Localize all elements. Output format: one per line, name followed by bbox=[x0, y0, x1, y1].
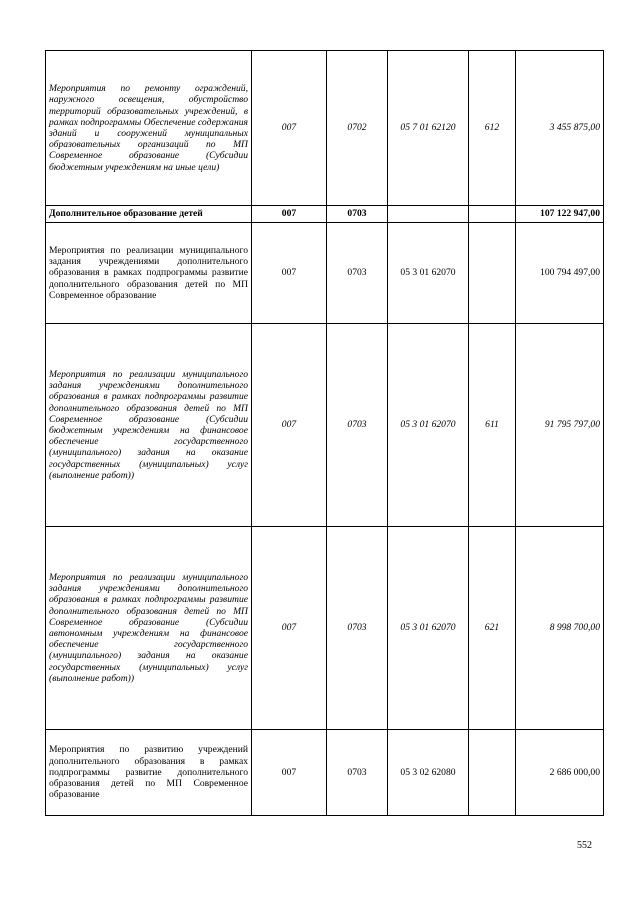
page-number: 552 bbox=[577, 840, 592, 851]
table-row bbox=[46, 527, 604, 730]
ministry-code: 007 bbox=[252, 324, 327, 527]
section-code: 0703 bbox=[327, 206, 388, 223]
expense-type-code bbox=[469, 730, 516, 816]
amount-cell: 107 122 947,00 bbox=[516, 206, 604, 223]
section-code: 0703 bbox=[327, 223, 388, 324]
expense-type-code bbox=[469, 206, 516, 223]
amount-cell: 3 455 875,00 bbox=[516, 51, 604, 206]
target-code: 05 3 01 62070 bbox=[388, 223, 469, 324]
ministry-code: 007 bbox=[252, 730, 327, 816]
section-code: 0702 bbox=[327, 51, 388, 206]
target-code: 05 3 01 62070 bbox=[388, 527, 469, 730]
table-row bbox=[46, 223, 604, 324]
ministry-code: 007 bbox=[252, 223, 327, 324]
row-description: Мероприятия по реализации муниципального задания учреждениями дополнительного образования в рамках подпрограммы развитие дополнительного образования детей по МП Современное образование (Субсидии автономным учреждениям на финансовое обеспечение государственного (муниципального) задания на оказание государственных (муниципальных) услуг (выполнение работ)) bbox=[46, 527, 252, 730]
row-description: Мероприятия по реализации муниципального задания учреждениями дополнительного образования в рамках подпрограммы развитие дополнительного образования детей по МП Современное образование (Субсидии бюджетным учреждениям на финансовое обеспечение государственного (муниципального) задания на оказание государственных (муниципальных) услуг (выполнение работ)) bbox=[46, 324, 252, 527]
expense-type-code: 621 bbox=[469, 527, 516, 730]
row-description: Дополнительное образование детей bbox=[46, 206, 252, 223]
budget-table bbox=[45, 50, 604, 816]
row-description: Мероприятия по реализации муниципального задания учреждениями дополнительного образования в рамках подпрограммы развитие дополнительного образования детей по МП Современное образование bbox=[46, 223, 252, 324]
target-code: 05 3 01 62070 bbox=[388, 324, 469, 527]
table-row bbox=[46, 730, 604, 816]
table-row-subtotal bbox=[46, 206, 604, 223]
amount-cell: 2 686 000,00 bbox=[516, 730, 604, 816]
target-code: 05 3 02 62080 bbox=[388, 730, 469, 816]
ministry-code: 007 bbox=[252, 206, 327, 223]
expense-type-code bbox=[469, 223, 516, 324]
amount-cell: 8 998 700,00 bbox=[516, 527, 604, 730]
section-code: 0703 bbox=[327, 527, 388, 730]
table-row bbox=[46, 324, 604, 527]
row-description: Мероприятия по развитию учреждений дополнительного образования в рамках подпрограммы развитие дополнительного образования детей по МП Современное образование bbox=[46, 730, 252, 816]
table-row bbox=[46, 51, 604, 206]
amount-cell: 91 795 797,00 bbox=[516, 324, 604, 527]
expense-type-code: 612 bbox=[469, 51, 516, 206]
section-code: 0703 bbox=[327, 324, 388, 527]
row-description: Мероприятия по ремонту ограждений, наружного освещения, обустройство территорий образовательных учреждений, в рамках подпрограммы Обеспечение содержания зданий и сооружений муниципальных образовательных организаций по МП Современное образование (Субсидии бюджетным учреждениям на иные цели) bbox=[46, 51, 252, 206]
amount-cell: 100 794 497,00 bbox=[516, 223, 604, 324]
section-code: 0703 bbox=[327, 730, 388, 816]
target-code: 05 7 01 62120 bbox=[388, 51, 469, 206]
ministry-code: 007 bbox=[252, 527, 327, 730]
expense-type-code: 611 bbox=[469, 324, 516, 527]
target-code bbox=[388, 206, 469, 223]
ministry-code: 007 bbox=[252, 51, 327, 206]
